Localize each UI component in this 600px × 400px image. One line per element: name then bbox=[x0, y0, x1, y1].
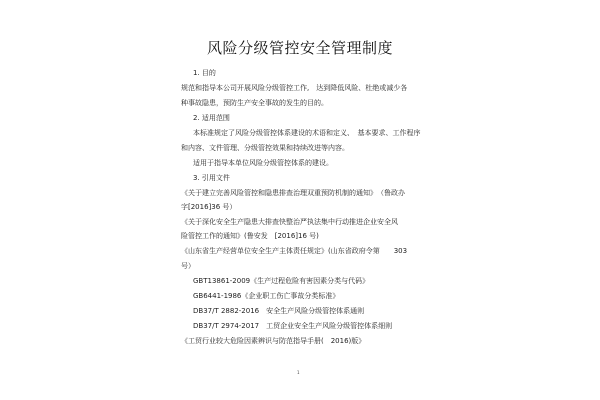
reference-item: DB37/T 2882-2016 安全生产风险分级管控体系通则 bbox=[193, 307, 365, 315]
reference-item: GBT13861-2009《生产过程危险有害因素分类与代码》 bbox=[193, 277, 370, 285]
body-line: 种事故隐患，预防生产安全事故的发生的目的。 bbox=[181, 99, 328, 107]
reference-item-continuation: 字[2016]36 号） bbox=[181, 203, 237, 211]
reference-item: 《关于深化安全生产隐患大排查快整治严执法集中行动推进企业安全风 bbox=[181, 218, 398, 226]
reference-item: 《工贸行业较大危险因素辨识与防范指导手册( 2016)版》 bbox=[181, 337, 366, 345]
body-line: 和内容、文件管理、分级管控效果和持续改进等内容。 bbox=[181, 144, 349, 152]
section-heading-purpose: 1. 目的 bbox=[193, 69, 216, 77]
body-line: 规范和指导本公司开展风险分级管控工作, 达到降低风险、杜绝或减少各 bbox=[181, 84, 408, 92]
reference-item-continuation: 险管控工作的通知》(鲁安发 [2016]16 号) bbox=[181, 232, 319, 240]
body-line: 适用于指导本单位风险分级管控体系的建设。 bbox=[193, 159, 333, 167]
reference-item-continuation: 号） bbox=[181, 262, 195, 270]
reference-item: 《山东省生产经营单位安全生产主体责任规定》(山东省政府令第 303 bbox=[181, 247, 408, 255]
body-line: 本标准规定了风险分级管控体系建设的术语和定义、 基本要求、工作程序 bbox=[193, 129, 421, 137]
page-number: 1 bbox=[297, 370, 300, 375]
section-heading-scope: 2. 适用范围 bbox=[193, 114, 230, 122]
section-heading-references: 3. 引用文件 bbox=[193, 174, 230, 182]
reference-item: 《关于建立完善风险管控和隐患排查治理双重预防机制的通知》 （鲁政办 bbox=[181, 189, 405, 197]
reference-item: DB37/T 2974-2017 工贸企业安全生产风险分级管控体系细则 bbox=[193, 322, 393, 330]
reference-item: GB6441-1986《企业职工伤亡事故分类标准》 bbox=[193, 292, 340, 300]
document-title: 风险分级管控安全管理制度 bbox=[206, 39, 393, 57]
